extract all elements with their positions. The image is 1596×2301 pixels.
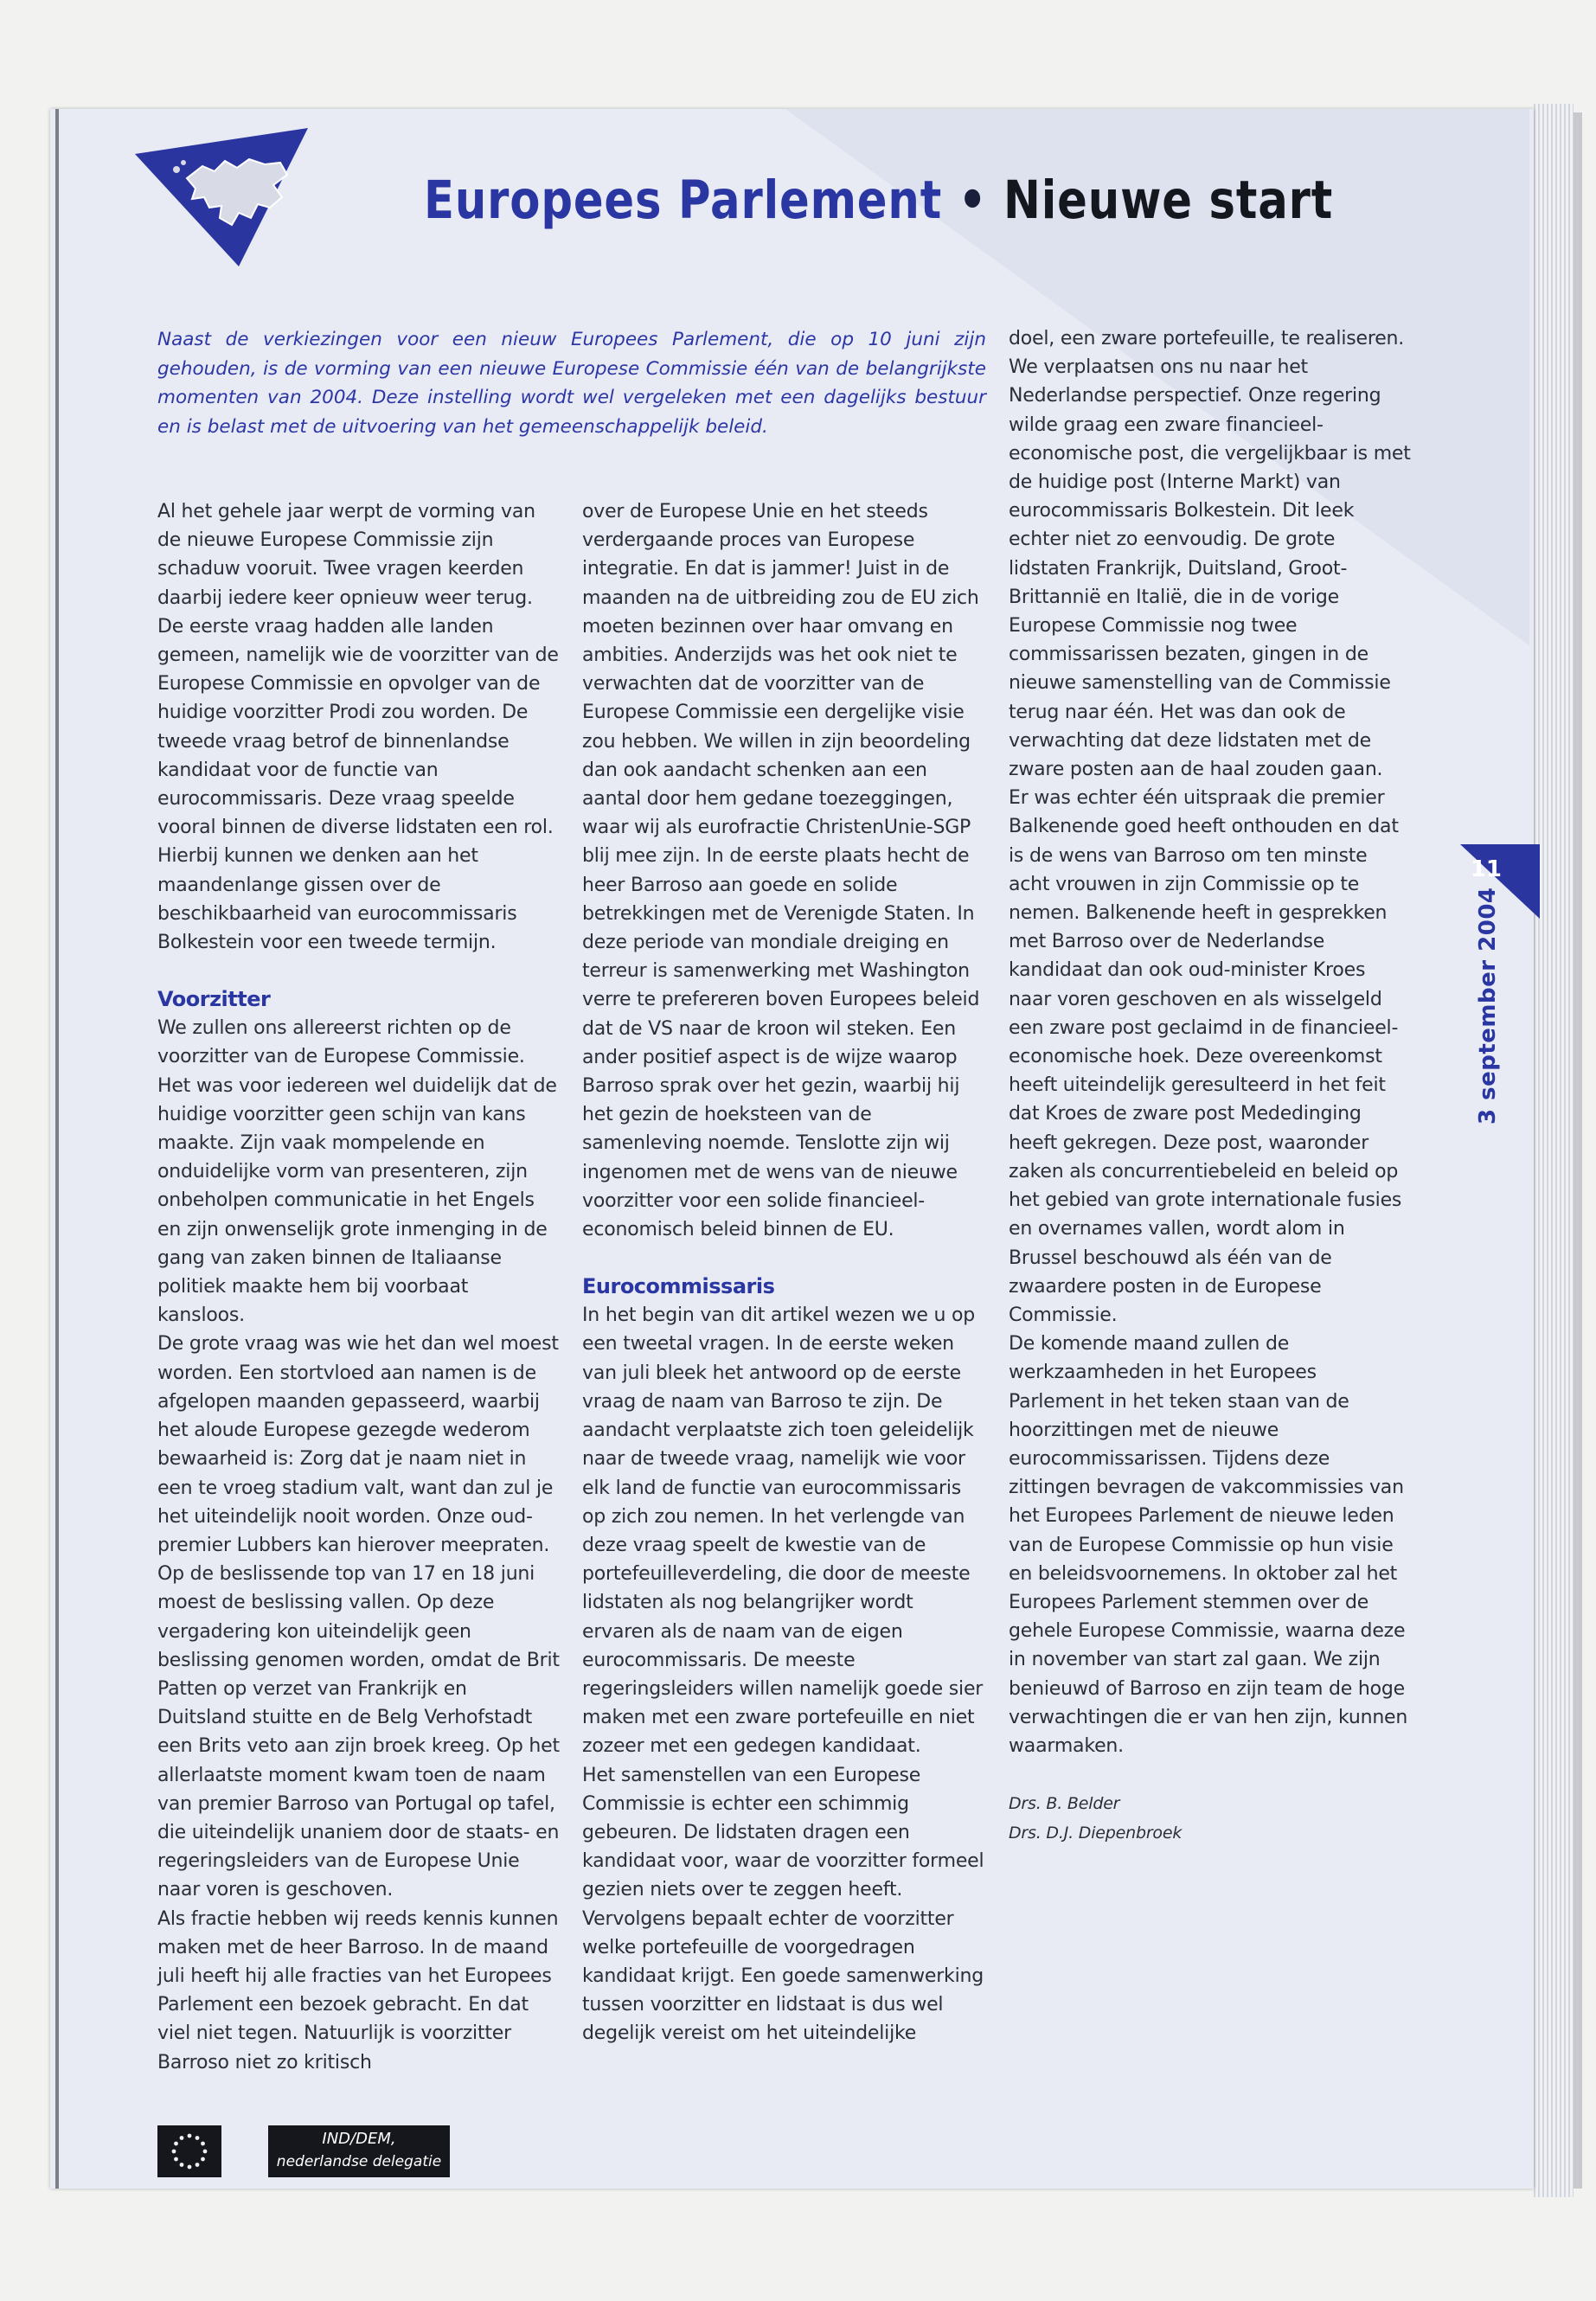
heading-eurocommissaris: Eurocommissaris bbox=[582, 1274, 775, 1299]
title-separator: • bbox=[958, 170, 988, 231]
page-title bbox=[424, 170, 1333, 231]
page-number: 11 bbox=[1470, 856, 1502, 882]
column-1 bbox=[157, 497, 561, 2077]
binding-edge bbox=[55, 109, 59, 2189]
col2-paragraph-1: over de Europese Unie en het steeds verdergaande proces van Europese integratie. En dat is jammer! Juist in de maanden na de uitbreiding zou de EU zich moeten bezinnen over haar omvang en ambities. Anderzijds was het ook niet te verwachten dat de voorzitter van de Europese Commissie een dergelijke visie zou hebben. We willen in zijn beoordeling dan ook aandacht schenken aan een aantal door hem gedane toezeggingen, waar wij als eurofractie ChristenUnie-SGP blij mee zijn. In de eerste plaats hecht de heer Barroso aan goede en solide betrekkingen met de Verenigde Staten. In deze periode van mondiale dreiging en terreur is samenwerking met Washington verre te prefereren boven Europees beleid dat de VS naar de kroon wil steken. Een ander positief aspect is de wijze waarop Barroso sprak over het gezin, waarbij hij het gezin de hoeksteen van de samenleving noemde. Tenslotte zijn wij ingenomen met de wens van de nieuwe voorzitter voor een solide financieel-economisch beleid binnen de EU. bbox=[582, 501, 980, 1241]
col1-paragraph-2: We zullen ons allereerst richten op de voorzitter van de Europese Commissie. Het was voor iedereen wel duidelijk dat de huidige voorzitter geen schijn van kans maakte. Zijn vaak mompelende en onduidelijke vorm van presenteren, zijn onbeholpen communicatie in het Engels en zijn onwenselijk grote inmenging in de gang van zaken binnen de Italiaanse politiek maakte hem bij voorbaat kansloos. bbox=[157, 1017, 557, 1327]
col1-paragraph-1: Al het gehele jaar werpt de vorming van de nieuwe Europese Commissie zijn schaduw vooruit. Twee vragen keerden daarbij iedere keer opnieuw weer terug. De eerste vraag hadden alle landen gemeen, namelijk wie de voorzitter van de Europese Commissie en opvolger van de huidige voorzitter Prodi zou worden. De tweede vraag betrof de binnenlandse kandidaat voor de functie van eurocommissaris. Deze vraag speelde vooral binnen de diverse lidstaten een rol. Hierbij kunnen we denken aan het maandenlange gissen over de beschikbaarheid van eurocommissaris Bolkestein voor een tweede termijn. bbox=[157, 501, 559, 954]
footer-line-1: IND/DEM, bbox=[322, 2130, 396, 2148]
footer-line-2: nederlandse delegatie bbox=[276, 2153, 442, 2170]
col1-paragraph-4: Als fractie hebben wij reeds kennis kunnen maken met de heer Barroso. In de maand juli heeft hij alle fracties van het Europees Parlement een bezoek gebracht. En dat viel niet tegen. Natuurlijk is voorzitter Barroso niet zo kritisch bbox=[157, 1907, 559, 2073]
column-2 bbox=[582, 497, 985, 2048]
page-stack-edges bbox=[1534, 104, 1574, 2197]
intro-paragraph: Naast de verkiezingen voor een nieuw Europees Parlement, die op 10 juni zijn gehouden, is de vorming van een nieuwe Europese Commissie één van de belangrijkste momenten van 2004. Deze instelling wordt wel vergeleken met een dagelijks bestuur en is belast met de uitvoering van het gemeenschappelijk beleid. bbox=[157, 329, 986, 438]
col3-paragraph-4: De komende maand zullen de werkzaamheden in het Europees Parlement in het teken staan van de hoorzittingen met de nieuwe eurocommissarissen. Tijdens deze zittingen bevragen de vakcommissies van het Europees Parlement de nieuwe leden van de Europese Commissie op hun visie en beleidsvoornemens. In oktober zal het Europees Parlement stemmen over de gehele Europese Commissie, waarna deze in november van start zal gaan. We zijn benieuwd of Barroso en zijn team de hoge verwachtingen die er van hen zijn, kunnen waarmaken. bbox=[1009, 1333, 1408, 1757]
col2-paragraph-3: Het samenstellen van een Europese Commissie is echter een schimmig gebeuren. De lidstaten dragen een kandidaat voor, waar de voorzitter formeel gezien niets over te zeggen heeft. Vervolgens bepaalt echter de voorzitter welke portefeuille de voorgedragen kandidaat krijgt. Een goede samenwerking tussen voorzitter en lidstaat is dus wel degelijk vereist om het uiteindelijke bbox=[582, 1764, 984, 2045]
title-part-2: Nieuwe start bbox=[1003, 170, 1334, 231]
author-belder: Drs. B. Belder bbox=[1009, 1794, 1120, 1814]
author-diepenbroek: Drs. D.J. Diepenbroek bbox=[1009, 1823, 1183, 1843]
heading-voorzitter: Voorzitter bbox=[157, 987, 271, 1012]
footer-delegation-label bbox=[268, 2125, 450, 2177]
col3-paragraph-2: We verplaatsen ons nu naar het Nederlandse perspectief. Onze regering wilde graag een zware financieel-economische post, die vergelijkbaar is met de huidige post (Interne Markt) van eurocommissaris Bolkestein. Dit leek echter niet zo eenvoudig. De grote lidstaten Frankrijk, Duitsland, Groot-Brittannië en Italië, die in de vorige Europese Commissie nog twee commissarissen bezaten, gingen in de nieuwe samenstelling van de Commissie terug naar één. Het was dan ook de verwachting dat deze lidstaten met de zware posten aan de haal zouden gaan. bbox=[1009, 356, 1411, 781]
column-3 bbox=[1009, 324, 1413, 1848]
europe-map-logo bbox=[135, 128, 343, 266]
col3-paragraph-1: doel, een zware portefeuille, te realiseren. bbox=[1009, 328, 1405, 349]
issue-date: 3 september 2004 bbox=[1475, 887, 1501, 1125]
col1-paragraph-3: De grote vraag was wie het dan wel moest worden. Een stortvloed aan namen is de afgelopen maanden gepasseerd, waarbij het aloude Europese gezegde wederom bewaarheid is: Zorg dat je naam niet in een te vroeg stadium valt, want dan zul je het uiteindelijk nooit worden. Onze oud-premier Lubbers kan hierover meepraten. Op de beslissende top van 17 en 18 juni moest de beslissing vallen. Op deze vergadering kon uiteindelijk geen beslissing genomen worden, omdat de Brit Patten op verzet van Frankrijk en Duitsland stuitte en de Belg Verhofstadt een Brits veto aan zijn broek kreeg. Op het allerlaatste moment kwam toen de naam van premier Barroso van Portugal op tafel, die uiteindelijk unaniem door de staats- en regeringsleiders van de Europese Unie naar voren is geschoven. bbox=[157, 1333, 560, 1901]
col3-paragraph-3: Er was echter één uitspraak die premier Balkenende goed heeft onthouden en dat is de wens van Barroso om ten minste acht vrouwen in zijn Commissie op te nemen. Balkenende heeft in gesprekken met Barroso over de Nederlandse kandidaat dan ook oud-minister Kroes naar voren geschoven en als wisselgeld een zware post geclaimd in de financieel-economische hoek. Deze overeenkomst heeft uiteindelijk geresulteerd in het feit dat Kroes de zware post Mededinging heeft gekregen. Deze post, waaronder zaken als concurrentiebeleid en beleid op het gebied van grote internationale fusies en overnames vallen, wordt alom in Brussel beschouwd als één van de zwaardere posten in de Europese Commissie. bbox=[1009, 787, 1402, 1326]
eu-flag-icon bbox=[157, 2125, 221, 2177]
page-stack-shadow bbox=[1574, 112, 1582, 2189]
title-part-1: Europees Parlement bbox=[424, 170, 943, 231]
col2-paragraph-2: In het begin van dit artikel wezen we u op een tweetal vragen. In de eerste weken van juli bleek het antwoord op de eerste vraag de naam van Barroso te zijn. De aandacht verplaatste zich toen geleidelijk naar de tweede vraag, namelijk wie voor elk land de functie van eurocommissaris op zich zou nemen. In het verlengde van deze vraag speelt de kwestie van de portefeuilleverdeling, die door de meeste lidstaten als nog belangrijker wordt ervaren als de naam van de eigen eurocommissaris. De meeste regeringsleiders willen namelijk goede sier maken met een zware portefeuille en niet zozeer met een gedegen kandidaat. bbox=[582, 1304, 984, 1758]
